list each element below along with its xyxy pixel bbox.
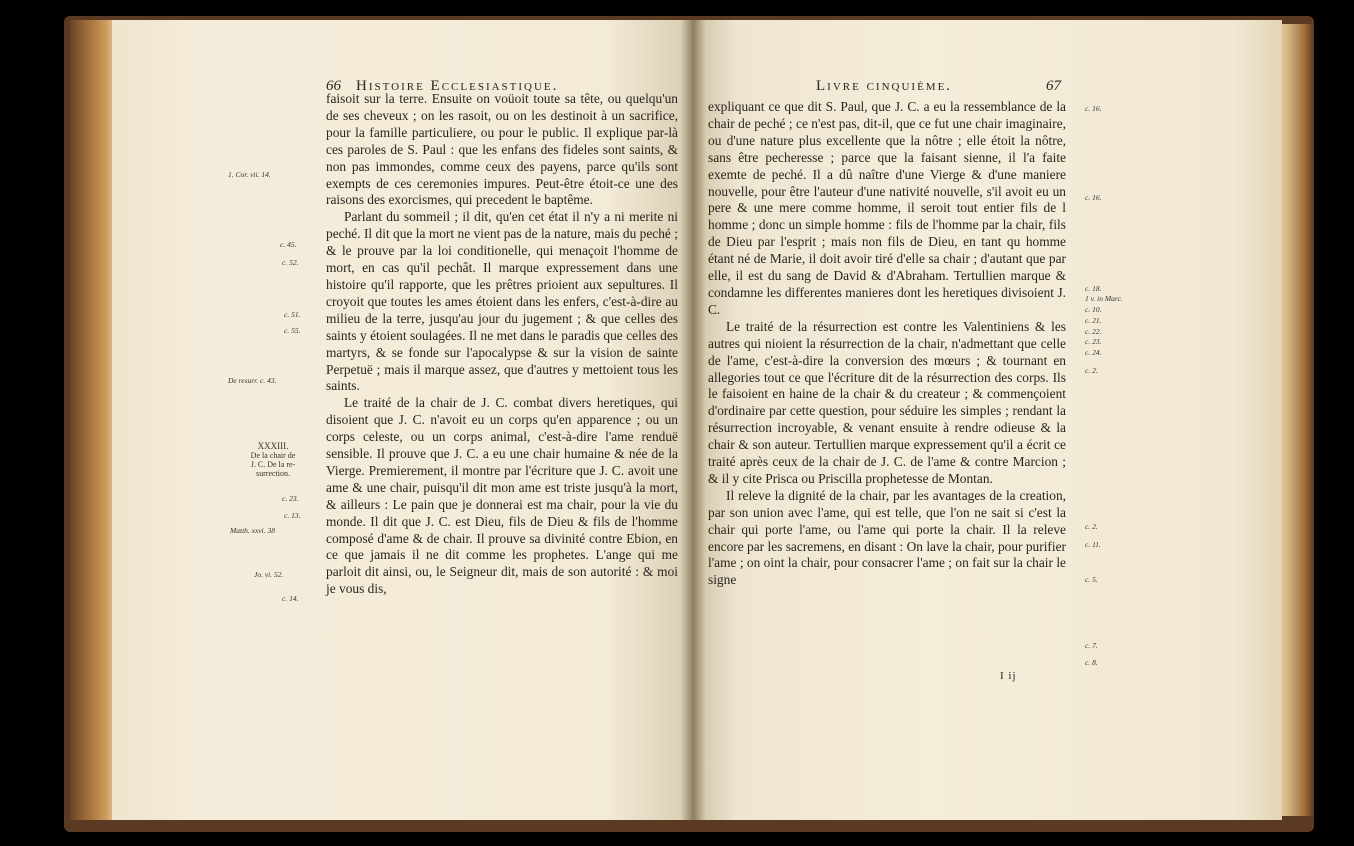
left-page-number: 66 xyxy=(326,78,341,94)
left-margin-note: c. 55. xyxy=(284,326,301,335)
right-margin-note: c. 16. xyxy=(1085,193,1102,202)
right-margin-note: 1 v. in Marc. xyxy=(1085,294,1123,303)
left-margin-note: c. 51. xyxy=(284,310,301,319)
left-side-heading xyxy=(230,442,316,478)
book-gutter xyxy=(680,20,706,820)
right-margin-note: c. 22. xyxy=(1085,327,1102,336)
right-margin-note: c. 23. xyxy=(1085,337,1102,346)
left-paragraph-1: faisoit sur la terre. Ensuite on voüoit toute sa tête, ou quelqu'un de ses cheveux ; on les rasoit, ou on les destinoit à un sacrifice, pour la famille particuliere, ou pour le public. Il explique par-là ces paroles de S. Paul : que les enfans des fideles sont saints, & non pas immondes, comme ceux des payens, parce qu'ils sont exempts de ces ceremonies impures. Peut-être étoit-ce une des raisons des exorcismes, qui precedent le baptême. xyxy=(326,91,678,208)
right-margin-note: c. 5. xyxy=(1085,575,1098,584)
right-paragraph-1: expliquant ce que dit S. Paul, que J. C. a eu la ressemblance de la chair de peché ; ce n'est pas, dit-il, que ce fut une chair imaginaire, ou d'une nature plus excellente que la nôtre ; elle étoit la nôtre, sans être pecheresse ; parce que la faisant sienne, il l'a faite exemte de peché. Il a dû naître d'une Vierge & d'une maniere nouvelle, pour être l'auteur d'une nativité nouvelle, s'il avoit eu un pere & une mere comme homme, il seroit tout entier fils de l homme ; donc un simple homme : fils de l'homme par la chair, fils de Dieu par l'esprit ; mais non fils de Dieu, en tant qu homme étant né de Marie, il doit avoir tiré d'elle sa chair ; d'autant que par elle, il est du sang de David & d'Abraham. Tertullien marque & condamne les differentes manieres dont les heretiques divisoient J. C. xyxy=(708,99,1066,317)
right-paragraph-2: Le traité de la résurrection est contre les Valentiniens & les autres qui nioient la résurrection de la chair, n'admettant que celle de l'ame, c'est-à-dire la conversion des mœurs ; & tournant en allegories tout ce que l'écriture dit de la résurrection des corps. Ils le faisoient en haine de la chair & du createur ; & commençoient d'ordinaire par cette question, pour séduire les simples ; rendant la résurrection incroyable, & venant ensuite à rendre odieuse & la chair & son auteur. Tertullien marque expressement qu'il a écrit ce traité après ceux de la chair de J. C. de l'ame & contre Marcion ; & il y cite Prisca ou Priscilla prophetesse de Montan. xyxy=(708,318,1066,486)
left-margin-note: De resurr. c. 43. xyxy=(228,376,277,385)
left-paragraph-2: Parlant du sommeil ; il dit, qu'en cet état il n'y a ni merite ni peché. Il dit que la mort ne vient pas de la nature, mais du peché ; & le prouve par la loi conditionelle, qui menaçoit l'homme de mort, en cas qu'il pechât. Il marque expressement dans une histoire qu'il rapporte, que les prêtres prioient aux sepultures. Il croyoit que toutes les ames étoient dans les enfers, c'est-à-dire au milieu de la terre, jusqu'au jour du jugement ; & que celles des saints y étoient soulagées. Il ne met dans le paradis que celles des martyrs, & se fonde sur l'apocalypse & sur la vision de sainte Perpetuë ; mais il marque assez, que d'autres y mettoient tous les saints. xyxy=(326,209,678,394)
left-margin-note: c. 23. xyxy=(282,494,299,503)
right-paragraph-3: Il releve la dignité de la chair, par les avantages de la creation, par son union avec l'ame, qui est telle, que l'on ne sait si c'est la chair qui porte l'ame, ou l'ame qui porte la chair. Il la releve encore par les sacremens, en disant : On lave la chair, pour purifier l'ame ; on oint la chair, pour consacrer l'ame ; on fait sur la chair le signe xyxy=(708,487,1066,588)
left-margin-note: Jo. vi. 52. xyxy=(254,570,284,579)
left-margin-note: c. 13. xyxy=(284,511,301,520)
right-margin-note: c. 24. xyxy=(1085,348,1102,357)
left-margin-note: c. 45. xyxy=(280,240,297,249)
left-margin-note: 1. Cor. vii. 14. xyxy=(228,170,271,179)
left-margin-note: Matth. xxvi. 38 xyxy=(230,526,275,535)
signature-mark: I ij xyxy=(1000,670,1017,682)
left-margin-note: c. 52. xyxy=(282,258,299,267)
right-margin-note: c. 18. xyxy=(1085,284,1102,293)
left-running-head: Histoire Ecclesiastique. xyxy=(356,78,559,94)
side-heading-line: surrection. xyxy=(256,469,290,478)
right-margin-note: c. 7. xyxy=(1085,641,1098,650)
right-margin-note: c. 8. xyxy=(1085,658,1098,667)
left-page-text xyxy=(326,91,678,598)
right-page-text xyxy=(708,99,1066,589)
left-paragraph-3: Le traité de la chair de J. C. combat divers heretiques, qui disoient que J. C. n'avoit eu un corps qu'en apparence ; ou un corps celeste, ou un corps animal, c'est-à-dire l'ame renduë sensible. Il prouve que J. C. a eu une chair humaine & née de la Vierge. Premierement, il montre par l'écriture que J. C. avoit une ame & une chair, puisqu'il dit mon ame est triste jusqu'à la mort, & ailleurs : Le pain que je donnerai est ma chair, pour la vie du monde. Il dit que J. C. est Dieu, fils de Dieu & fils de l'homme composé d'ame & de chair. Il prouve sa divinité contre Ebion, en ce que jamais il ne dit comme les prophetes. L'ange qui me parloit dit ainsi, ou, le Seigneur dit, mais de son autorité : & moi je vous dis, xyxy=(326,395,678,597)
side-heading-number: XXXIII. xyxy=(257,441,289,451)
right-margin-note: c. 2. xyxy=(1085,366,1098,375)
right-margin-note: c. 10. xyxy=(1085,305,1102,314)
right-running-head: Livre cinquième. xyxy=(816,78,953,94)
right-margin-note: c. 16. xyxy=(1085,104,1102,113)
right-margin-note: c. 2. xyxy=(1085,522,1098,531)
left-margin-note: c. 14. xyxy=(282,594,299,603)
side-heading-line: De la chair de xyxy=(250,451,296,460)
right-margin-note: c. 11. xyxy=(1085,540,1101,549)
right-page-number: 67 xyxy=(1046,78,1061,94)
right-margin-note: c. 21. xyxy=(1085,316,1102,325)
side-heading-line: J. C. De la re- xyxy=(250,460,296,469)
